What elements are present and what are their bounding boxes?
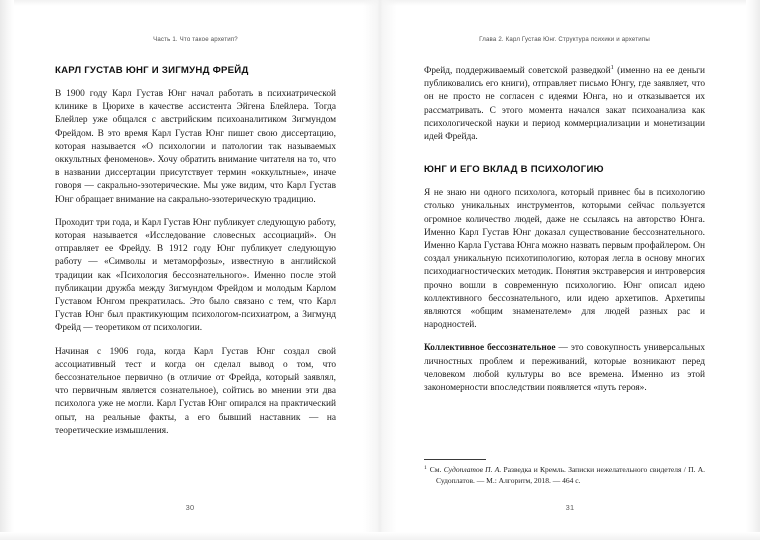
right-paragraph-1 <box>424 65 705 144</box>
left-paragraph-1: В 1900 году Карл Густав Юнг начал работать в психиатрической клинике в Цюрихе в качестве ассистента Эйгена Блейлера. Тогда Блейлер уже общался с австрийским психоаналитиком Зигмундом Фрейдом. В это время Карл Густав Юнг пишет свою диссертацию, которая называется «О психологии и патологии так называемых оккультных феноменов». Хочу обратить внимание читателя на то, что в названии диссертации присутствует термин «оккультные», иначе говоря — сакрально-эзотерические. Мы уже видим, что Карл Густав Юнг обращает внимание на сакрально-эзотерическую традицию. <box>55 89 336 205</box>
footnote-citation: Разведка и Кремль. Записки нежелательного свидетеля / П. А. Судоплатов. — М.: Алгоритм, 2018. — 464 с. <box>436 465 706 485</box>
left-running-head: Часть 1. Что такое архетип? <box>153 36 238 43</box>
left-page-number: 30 <box>185 503 195 512</box>
right-page <box>380 0 760 540</box>
right-paragraph-2: Я не знаю ни одного психолога, который привнес бы в психологию столько уникальных инструментов, которыми сейчас пользуется огромное количество людей, даже не ссылаясь на авторство Юнга. Именно Карл Густав Юнг доказал существование бессознательного. Именно Карла Густава Юнга можно назвать первым профайлером. Он создал уникальную психотипологию, которая легла в основу многих психодиагностических методик. Понятия экстраверсия и интроверсия прочно вошли в современную психологию. Юнг описал идею коллективного бессознательного, или идею архетипов. Архетипы являются «общим знаменателем» для людей разных рас и народностей. <box>424 188 705 331</box>
footnote-prefix: См. <box>429 465 444 475</box>
right-page-number: 31 <box>565 503 575 512</box>
left-paragraph-2: Проходит три года, и Карл Густав Юнг публикует следующую работу, которая называется «Исследование словесных ассоциаций». Он отправляет ее Фрейду. В 1912 году Юнг публикует следующую работу — «Символы и метаморфозы», известную в английской традиции как «Психология бессознательного». Именно после этой публикации дружба между Зигмундом Фрейдом и молодым Карлом Густавом Юнгом прекратилась. Это было связано с тем, что Карл Густав Юнг был практикующим психологом-психиатром, а Зигмунд Фрейд — теоретиком от психологии. <box>55 217 336 334</box>
footnote-separator-rule <box>424 459 486 460</box>
right-section-heading: ЮНГ И ЕГО ВКЛАД В ПСИХОЛОГИЮ <box>424 164 604 176</box>
right-running-head: Глава 2. Карл Густав Юнг. Структура психики и архетипы <box>479 36 650 43</box>
footnote-author: Судоплатов П. А. <box>443 465 502 475</box>
right-paragraph-3 <box>424 342 705 395</box>
left-paragraph-3: Начиная с 1906 года, когда Карл Густав Юнг создал свой ассоциативный тест и когда он сделал вывод о том, что бессознательное первично (в отличие от Фрейда, который заявлял, что первичным является сознательное), сойтись во мнении эти два психолога уже не могли. Карл Густав Юнг опирался на практический опыт, на реальные факты, а его бывший наставник — на теоретические измышления. <box>55 346 336 436</box>
left-section-heading: КАРЛ ГУСТАВ ЮНГ И ЗИГМУНД ФРЕЙД <box>55 65 249 76</box>
footnote-block <box>424 459 705 486</box>
footnote-reference-marker[interactable]: 1 <box>610 63 614 71</box>
collective-unconscious-term: Коллективное бессознательное <box>424 343 556 354</box>
right-paragraph-1-part-a: Фрейд, поддерживаемый советской разведкой <box>424 66 611 76</box>
collective-unconscious-definition: — это совокупность универсальных личностных проблем и переживаний, которые возникают перед человеком любой культуры во все времена. Именно из этой закономерности впоследствии появляется «путь героя». <box>424 343 705 394</box>
footnote-text <box>424 465 705 486</box>
footnote-number: 1 <box>424 464 427 471</box>
right-paragraph-1-part-b: (именно на ее деньги публиковались его книги), отправляет письмо Юнгу, где заявляет, что он не просто не согласен с идеями Юнга, но и отказывается их рассматривать. С этого момента начался закат психоанализа как психологической науки и период коммерциализации и монетизации идей Фрейда. <box>424 66 705 143</box>
